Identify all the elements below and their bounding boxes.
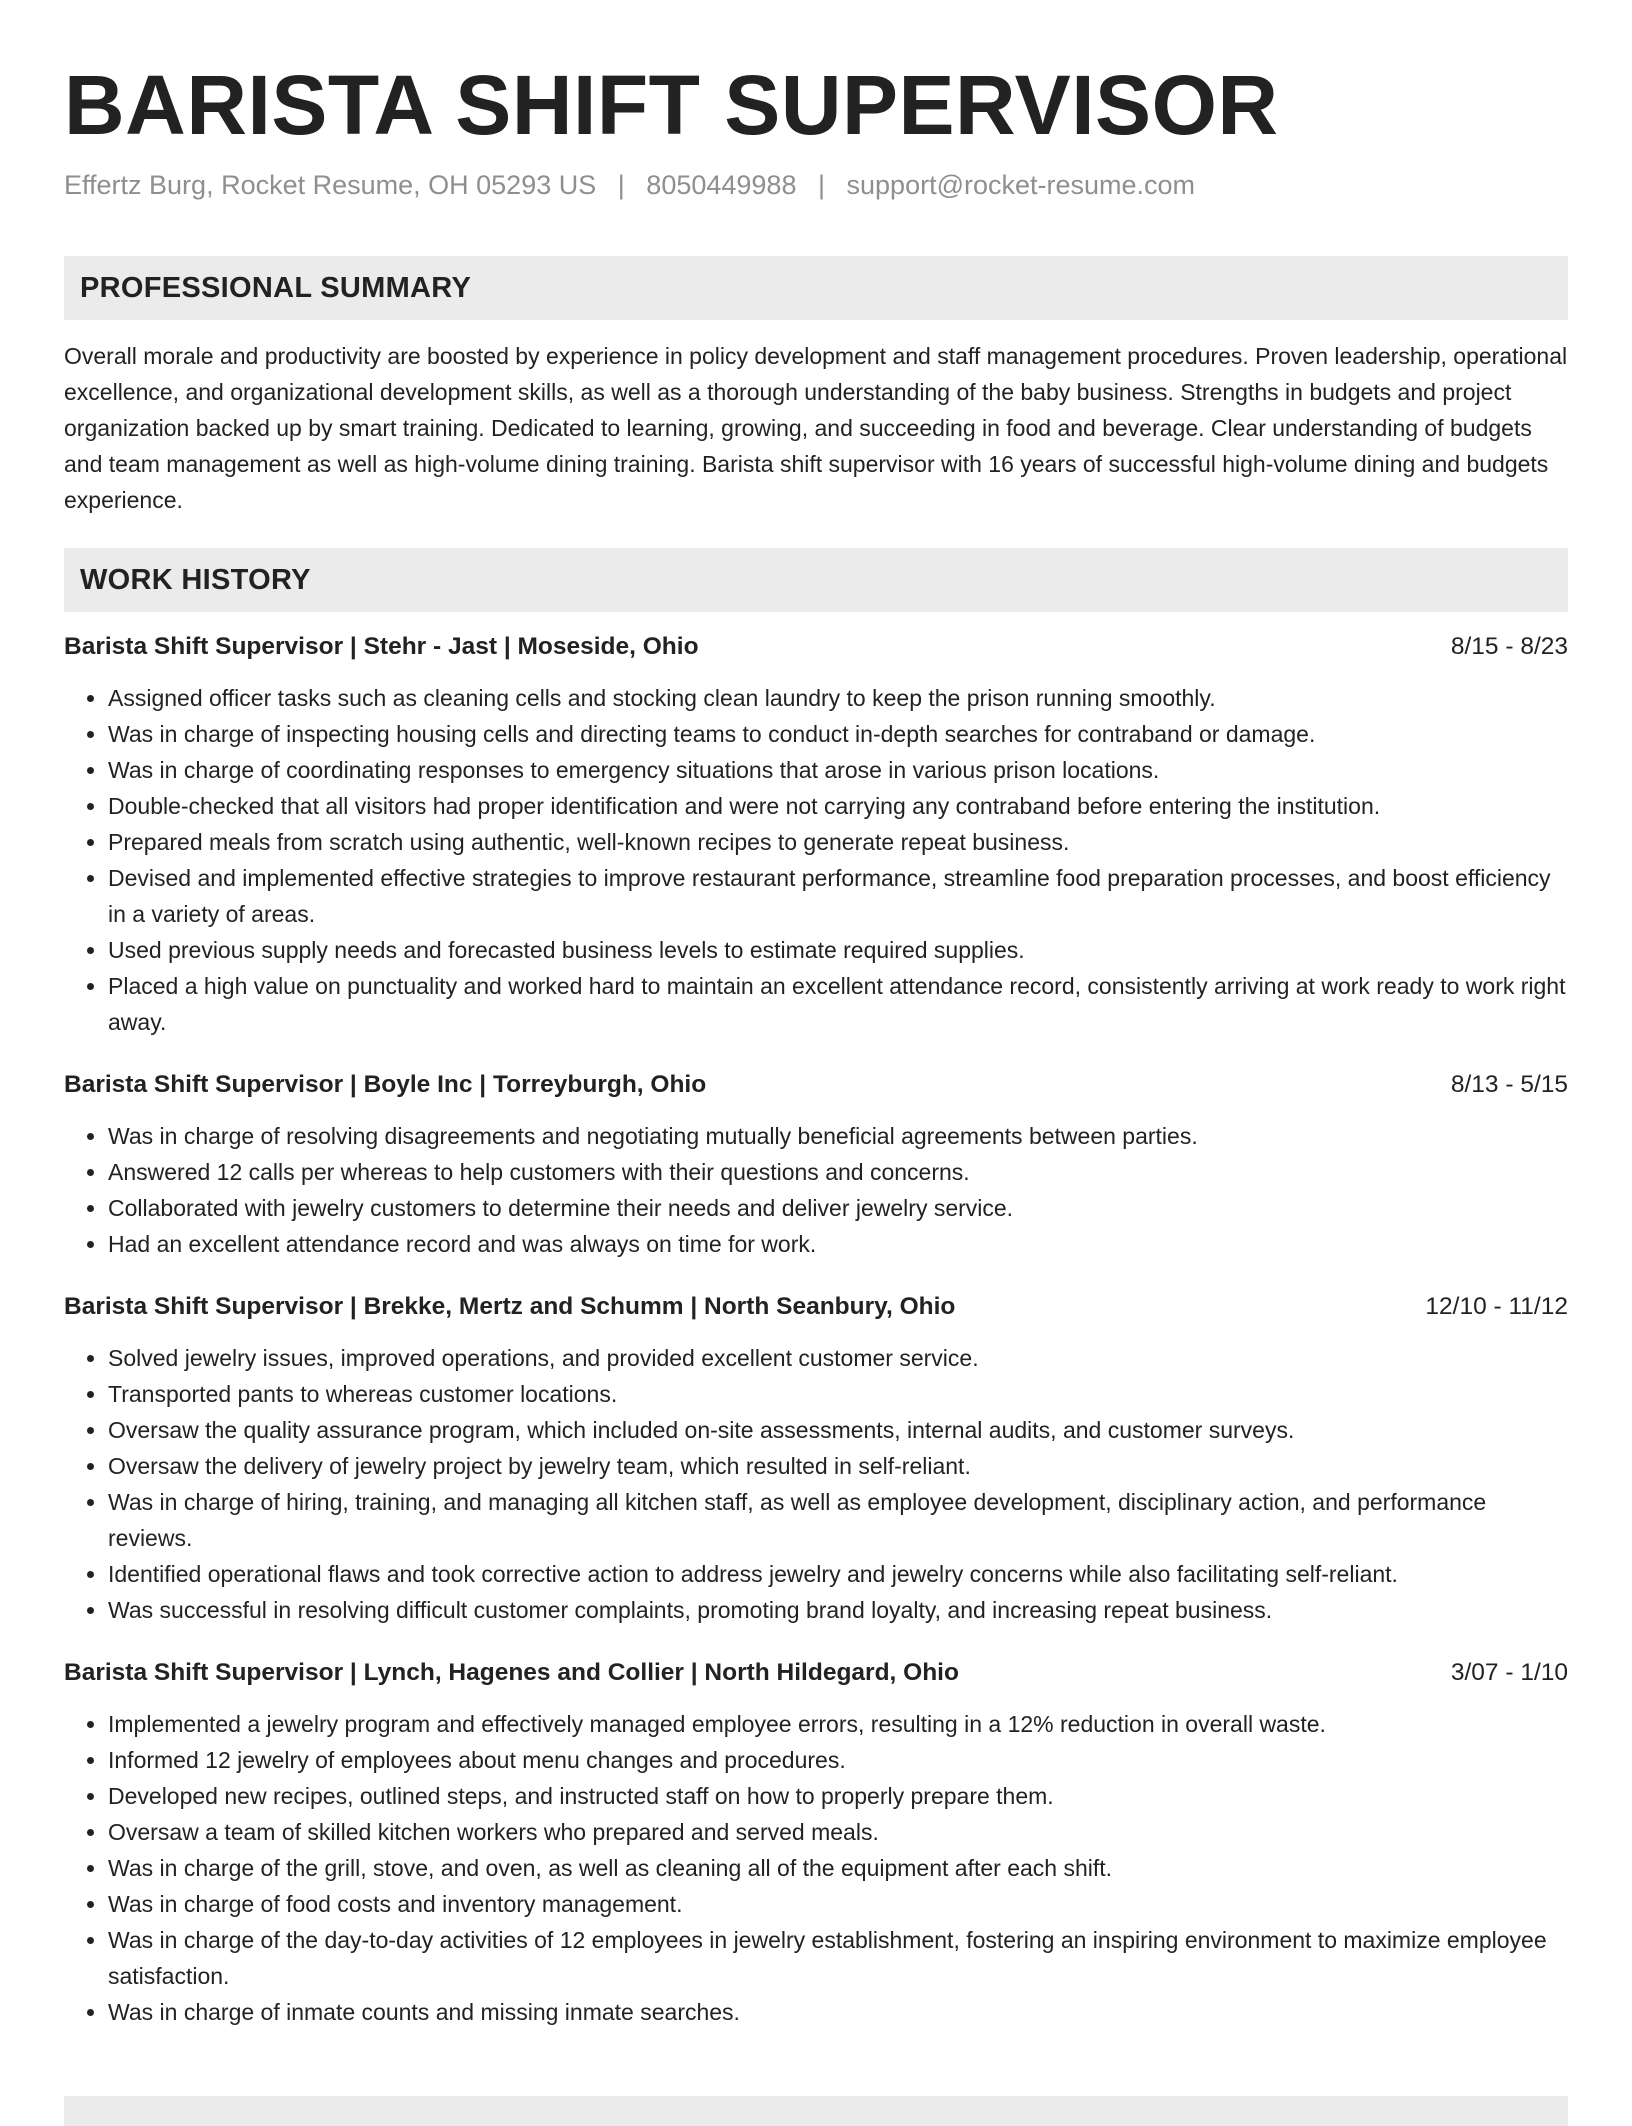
summary-section-header: PROFESSIONAL SUMMARY	[64, 256, 1568, 320]
job-bullets	[64, 1118, 1568, 1262]
job-bullet: • Transported pants to whereas customer locations.	[108, 1376, 1568, 1412]
job-bullet: • Was in charge of inspecting housing cells and directing teams to conduct in-depth searches for contraband or damage.	[108, 716, 1568, 752]
contact-line	[64, 168, 1568, 202]
contact-separator: |	[817, 170, 825, 200]
job-title: Barista Shift Supervisor | Stehr - Jast | Moseside, Ohio	[64, 633, 699, 660]
job-dates: 8/13 - 5/15	[1450, 1071, 1568, 1098]
job-entry	[64, 1068, 1568, 1262]
job-bullet: • Was in charge of the grill, stove, and oven, as well as cleaning all of the equipment after each shift.	[108, 1850, 1568, 1886]
job-header	[64, 1068, 1568, 1102]
job-entry	[64, 1656, 1568, 2030]
job-entry	[64, 1290, 1568, 1628]
job-entry	[64, 630, 1568, 1040]
job-bullet: • Double-checked that all visitors had proper identification and were not carrying any contraband before entering the institution.	[108, 788, 1568, 824]
resume-page	[64, 0, 1568, 2030]
work-history-list	[64, 630, 1568, 2030]
job-bullets	[64, 1706, 1568, 2030]
job-header	[64, 1656, 1568, 1690]
job-dates: 3/07 - 1/10	[1450, 1659, 1568, 1686]
job-bullet: • Placed a high value on punctuality and worked hard to maintain an excellent attendance record, consistently arriving at work ready to work right away.	[108, 968, 1568, 1040]
job-dates: 8/15 - 8/23	[1450, 633, 1568, 660]
job-bullet: • Oversaw a team of skilled kitchen workers who prepared and served meals.	[108, 1814, 1568, 1850]
job-bullet: • Was successful in resolving difficult customer complaints, promoting brand loyalty, and increasing repeat business.	[108, 1592, 1568, 1628]
job-title: Barista Shift Supervisor | Boyle Inc | Torreyburgh, Ohio	[64, 1071, 707, 1098]
job-bullet: • Was in charge of resolving disagreements and negotiating mutually beneficial agreements between parties.	[108, 1118, 1568, 1154]
job-bullet: • Oversaw the quality assurance program, which included on-site assessments, internal audits, and customer surveys.	[108, 1412, 1568, 1448]
job-bullets	[64, 680, 1568, 1040]
job-title: Barista Shift Supervisor | Brekke, Mertz and Schumm | North Seanbury, Ohio	[64, 1293, 956, 1320]
job-bullet: • Had an excellent attendance record and was always on time for work.	[108, 1226, 1568, 1262]
job-bullet: • Was in charge of food costs and inventory management.	[108, 1886, 1568, 1922]
job-bullet: • Solved jewelry issues, improved operations, and provided excellent customer service.	[108, 1340, 1568, 1376]
job-header	[64, 1290, 1568, 1324]
email-text: support@rocket-resume.com	[846, 170, 1196, 200]
job-bullet: • Prepared meals from scratch using authentic, well-known recipes to generate repeat business.	[108, 824, 1568, 860]
job-bullet: • Was in charge of inmate counts and missing inmate searches.	[108, 1994, 1568, 2030]
work-history-section-header: WORK HISTORY	[64, 548, 1568, 612]
contact-separator: |	[617, 170, 625, 200]
job-bullet: • Identified operational flaws and took corrective action to address jewelry and jewelry concerns while also facilitating self-reliant.	[108, 1556, 1568, 1592]
job-bullets	[64, 1340, 1568, 1628]
resume-title: BARISTA SHIFT SUPERVISOR	[64, 58, 1279, 152]
job-title: Barista Shift Supervisor | Lynch, Hagenes and Collier | North Hildegard, Ohio	[64, 1659, 959, 1686]
job-bullet: • Used previous supply needs and forecasted business levels to estimate required supplies.	[108, 932, 1568, 968]
job-bullet: • Oversaw the delivery of jewelry project by jewelry team, which resulted in self-reliant.	[108, 1448, 1568, 1484]
job-bullet: • Collaborated with jewelry customers to determine their needs and deliver jewelry service.	[108, 1190, 1568, 1226]
job-bullet: • Was in charge of coordinating responses to emergency situations that arose in various prison locations.	[108, 752, 1568, 788]
job-bullet: • Assigned officer tasks such as cleaning cells and stocking clean laundry to keep the prison running smoothly.	[108, 680, 1568, 716]
job-bullet: • Devised and implemented effective strategies to improve restaurant performance, streamline food preparation processes, and boost efficiency in a variety of areas.	[108, 860, 1568, 932]
job-dates: 12/10 - 11/12	[1425, 1293, 1568, 1320]
job-bullet: • Was in charge of hiring, training, and managing all kitchen staff, as well as employee development, disciplinary action, and performance reviews.	[108, 1484, 1568, 1556]
address-text: Effertz Burg, Rocket Resume, OH 05293 US	[64, 170, 597, 200]
job-bullet: • Answered 12 calls per whereas to help customers with their questions and concerns.	[108, 1154, 1568, 1190]
job-bullet: • Informed 12 jewelry of employees about menu changes and procedures.	[108, 1742, 1568, 1778]
job-header	[64, 630, 1568, 664]
job-bullet: • Implemented a jewelry program and effectively managed employee errors, resulting in a 12% reduction in overall waste.	[108, 1706, 1568, 1742]
summary-paragraph: Overall morale and productivity are boosted by experience in policy development and staff management procedures. Proven leadership, operational excellence, and organizational development skills, as well as a thorough understanding of the baby business. Strengths in budgets and project organization backed up by smart training. Dedicated to learning, growing, and succeeding in food and beverage. Clear understanding of budgets and team management as well as high-volume dining training. Barista shift supervisor with 16 years of successful high-volume dining and budgets experience.	[64, 343, 1568, 513]
job-bullet: • Was in charge of the day-to-day activities of 12 employees in jewelry establishment, fostering an inspiring environment to maximize employee satisfaction.	[108, 1922, 1568, 1994]
phone-text: 8050449988	[646, 170, 797, 200]
job-bullet: • Developed new recipes, outlined steps, and instructed staff on how to properly prepare them.	[108, 1778, 1568, 1814]
next-section-header-band	[64, 2096, 1568, 2126]
